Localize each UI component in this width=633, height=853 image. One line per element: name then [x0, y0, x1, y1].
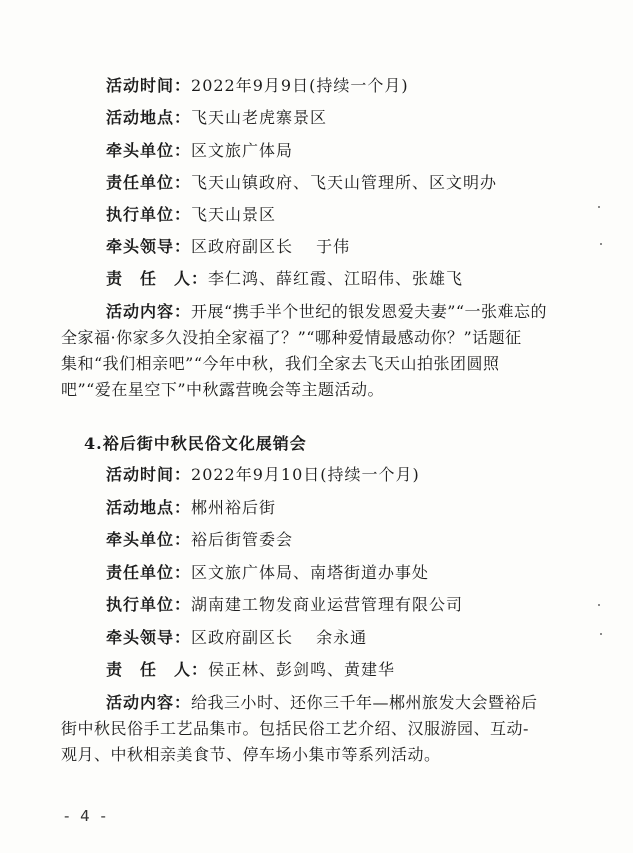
activity3-location-value: 飞天山老虎寨景区: [191, 108, 328, 127]
activity3-executing-unit: [106, 205, 276, 225]
activity4-responsible-person-value: 侯正林、彭剑鸣、黄建华: [208, 660, 396, 679]
activity3-content-label: 活动内容：: [106, 302, 192, 321]
activity3-lead-unit: [106, 141, 293, 161]
activity4-executing-unit: [106, 595, 463, 615]
activity3-responsible-person-value: 李仁鸿、薛红霞、江昭伟、张雄飞: [208, 269, 464, 288]
activity4-location-label: 活动地点：: [106, 498, 192, 517]
activity4-lead-leader: [106, 628, 367, 648]
activity3-time-value: 2022年9月9日(持续一个月): [191, 76, 409, 95]
activity3-responsible-unit-value: 飞天山镇政府、飞天山管理所、区文明办: [191, 173, 498, 192]
activity4-responsible-unit-value: 区文旅广体局、南塔街道办事处: [191, 563, 430, 582]
activity4-time-label: 活动时间：: [106, 465, 192, 484]
activity4-lead-unit: [106, 530, 293, 550]
activity4-content-line-3: 观月、中秋相亲美食节、停车场小集市等系列活动。: [61, 745, 441, 764]
scan-speck: [598, 206, 600, 208]
activity4-location-value: 郴州裕后街: [191, 498, 277, 517]
activity4-lead-leader-value: 区政府副区长 余永通: [191, 628, 368, 647]
activity3-content-text-1: 开展“携手半个世纪的银发恩爱夫妻”“一张难忘的: [191, 302, 548, 321]
activity4-content-label: 活动内容：: [106, 693, 192, 712]
activity3-time: [106, 76, 409, 96]
activity3-lead-unit-value: 区文旅广体局: [191, 141, 294, 160]
activity3-content-line-2: 全家福·你家多久没拍全家福了？”“哪种爱情最感动你？”话题征: [61, 328, 522, 347]
activity4-time-value: 2022年9月10日(持续一个月): [191, 465, 420, 484]
activity3-responsible-person: [106, 269, 463, 289]
activity4-content-text-1: 给我三小时、还你三千年—郴州旅发大会暨裕后: [191, 693, 538, 712]
activity3-time-label: 活动时间：: [106, 76, 192, 95]
activity3-responsible-person-label: 责 任 人：: [106, 269, 209, 288]
activity3-lead-unit-label: 牵头单位：: [106, 141, 192, 160]
activity3-lead-leader-value: 区政府副区长 于伟: [191, 237, 351, 256]
activity4-location: [106, 498, 276, 518]
page-number: - 4 -: [64, 807, 109, 825]
activity3-content-line-3: 集和“我们相亲吧”“今年中秋，我们全家去飞天山拍张团圆照: [61, 354, 500, 373]
activity3-executing-unit-value: 飞天山景区: [191, 205, 277, 224]
scan-speck: [600, 633, 602, 635]
activity3-content-line-4: 吧”“爱在星空下”中秋露营晚会等主题活动。: [61, 380, 385, 399]
section-heading: 4.裕后街中秋民俗文化展销会: [84, 434, 307, 453]
activity3-content: [61, 299, 571, 403]
activity3-responsible-unit-label: 责任单位：: [106, 173, 192, 192]
activity3-executing-unit-label: 执行单位：: [106, 205, 192, 224]
activity4-lead-leader-label: 牵头领导：: [106, 628, 192, 647]
activity4-responsible-person: [106, 660, 395, 680]
activity3-location-label: 活动地点：: [106, 108, 192, 127]
activity3-location: [106, 108, 327, 128]
activity3-responsible-unit: [106, 173, 497, 193]
activity3-lead-leader-label: 牵头领导：: [106, 237, 192, 256]
activity3-content-line-1: [61, 299, 571, 325]
activity4-content: [61, 690, 571, 768]
activity4-responsible-person-label: 责 任 人：: [106, 660, 209, 679]
activity3-lead-leader: [106, 237, 350, 257]
activity4-content-line-1: [61, 690, 571, 716]
scan-speck: [598, 604, 600, 606]
scan-speck: [600, 243, 602, 245]
activity4-content-line-2: 街中秋民俗手工艺品集市。包括民俗工艺介绍、汉服游园、互动-: [61, 719, 529, 738]
activity4-executing-unit-value: 湖南建工物发商业运营管理有限公司: [191, 595, 464, 614]
activity4-responsible-unit-label: 责任单位：: [106, 563, 192, 582]
activity4-time: [106, 465, 420, 485]
activity4-responsible-unit: [106, 563, 429, 583]
activity4-lead-unit-value: 裕后街管委会: [191, 530, 294, 549]
activity4-lead-unit-label: 牵头单位：: [106, 530, 192, 549]
activity4-executing-unit-label: 执行单位：: [106, 595, 192, 614]
